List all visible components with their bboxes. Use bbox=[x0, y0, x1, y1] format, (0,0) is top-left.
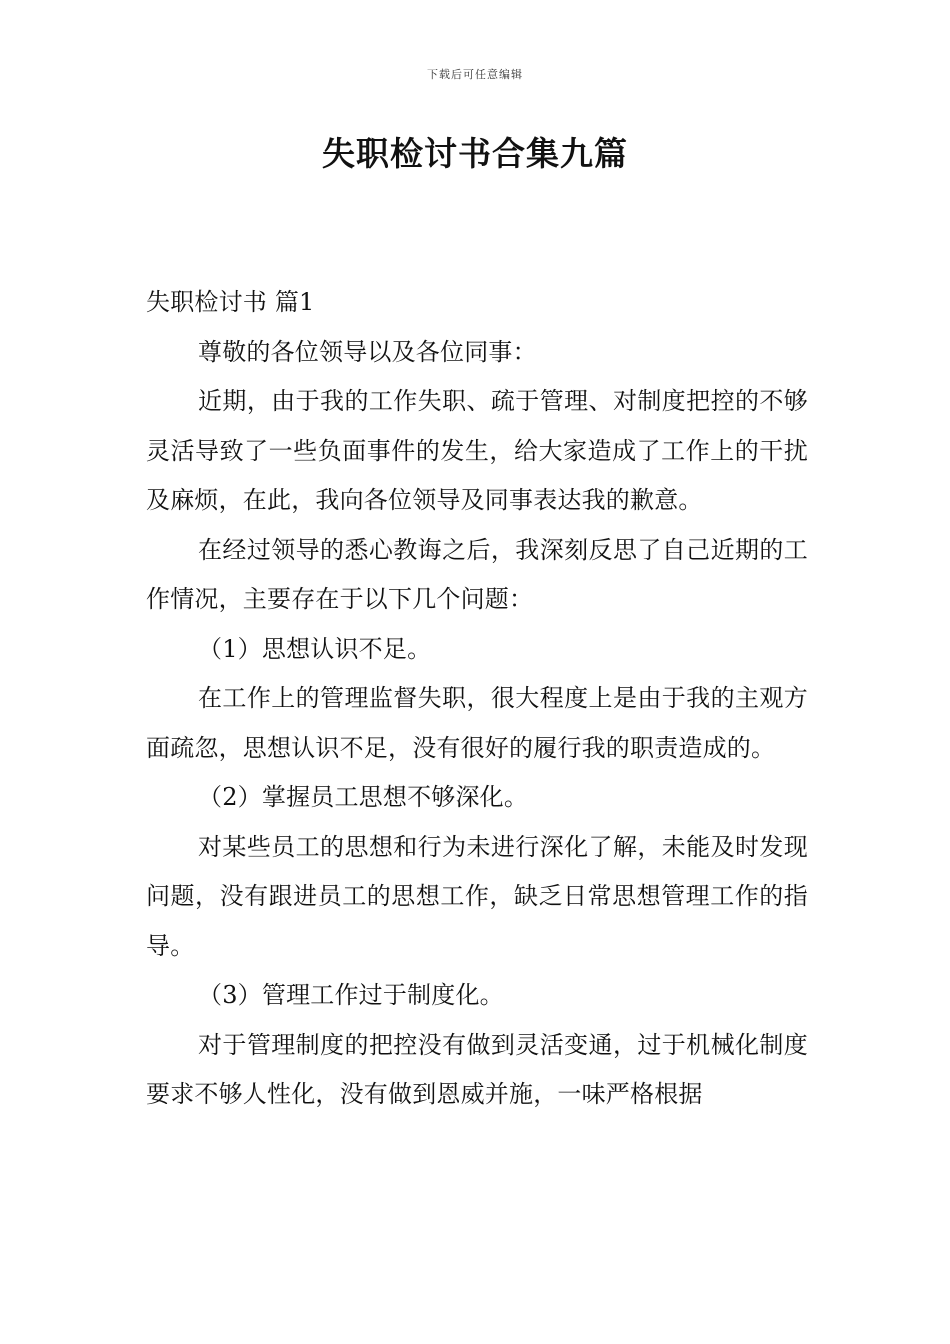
list-item-heading: （1）思想认识不足。 bbox=[198, 634, 432, 663]
paragraph: 近期，由于我的工作失职、疏于管理、对制度把控的不够灵活导致了一些负面事件的发生，给大家造成了工作上的干扰及麻烦，在此，我向各位领导及同事表达我的歉意。 bbox=[146, 387, 808, 514]
header-note: 下载后可任意编辑 bbox=[427, 68, 523, 81]
salutation: 尊敬的各位领导以及各位同事： bbox=[198, 337, 537, 366]
list-item-heading: （3）管理工作过于制度化。 bbox=[198, 981, 504, 1009]
paragraph: 在工作上的管理监督失职，很大程度上是由于我的主观方面疏忽，思想认识不足，没有很好的履行我的职责造成的。 bbox=[146, 684, 808, 762]
document-body bbox=[146, 278, 808, 1120]
document-title: 失职检讨书合集九篇 bbox=[322, 134, 628, 173]
paragraph: 对某些员工的思想和行为未进行深化了解，未能及时发现问题，没有跟进员工的思想工作，缺乏日常思想管理工作的指导。 bbox=[146, 832, 808, 960]
paragraph: 对于管理制度的把控没有做到灵活变通，过于机械化制度要求不够人性化，没有做到恩威并施，一味严格根据 bbox=[146, 1030, 808, 1108]
paragraph: 在经过领导的悉心教诲之后，我深刻反思了自己近期的工作情况，主要存在于以下几个问题： bbox=[146, 535, 808, 613]
section-heading: 失职检讨书 篇1 bbox=[146, 288, 315, 316]
list-item-heading: （2）掌握员工思想不够深化。 bbox=[198, 783, 529, 811]
